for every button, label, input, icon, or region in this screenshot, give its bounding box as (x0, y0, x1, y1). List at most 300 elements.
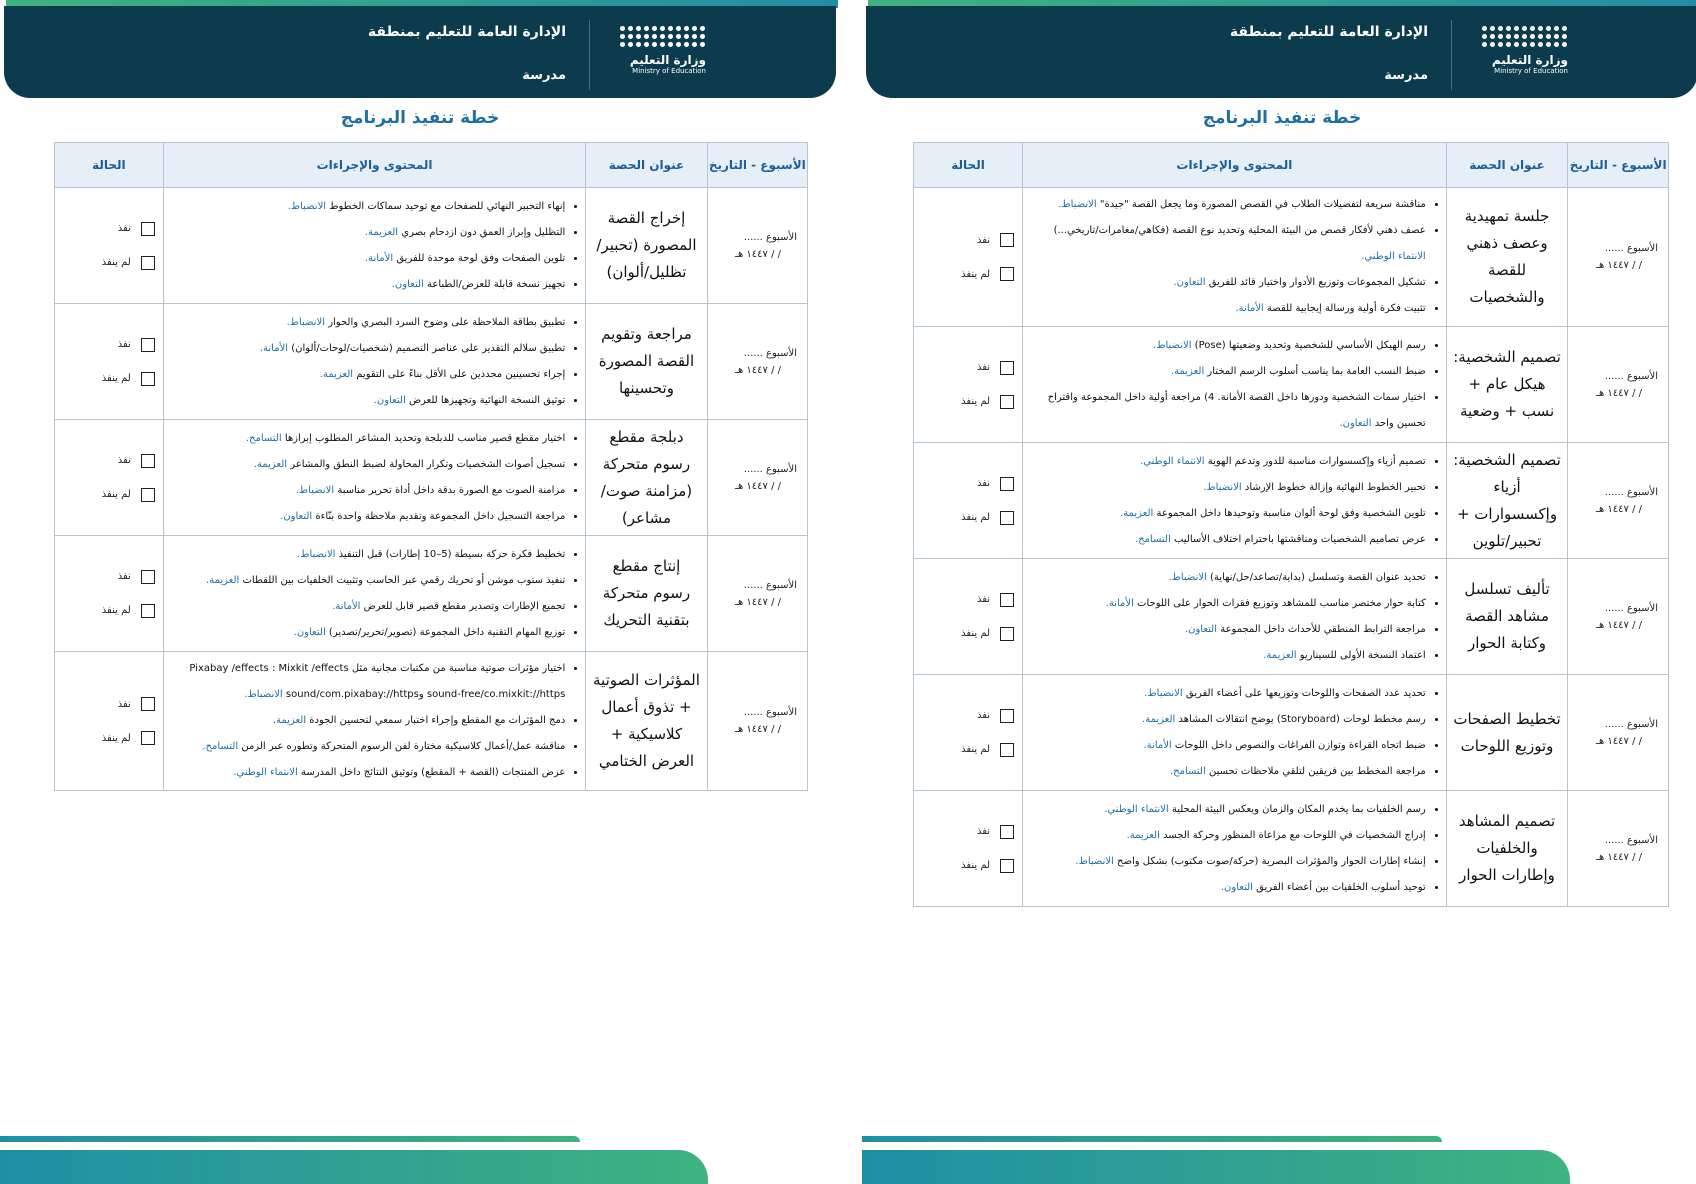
value-tag: العزيمة. (1263, 649, 1297, 661)
content-text: اختيار مقطع قصير مناسب للدبلجة وتحديد المشاعر المطلوب إبرازها (284, 432, 566, 444)
content-text: تجهيز نسخة قابلة للعرض/الطباعة (427, 278, 566, 290)
content-item (172, 388, 566, 414)
status-done-label: نفذ (117, 698, 131, 710)
page-header (866, 6, 1696, 98)
value-tag: العزيمة. (206, 574, 240, 586)
content-text: مراجعة التسجيل داخل المجموعة وتقديم ملاحظة واحدة بنّاءة (315, 510, 566, 522)
content-text: تصميم أزياء وإكسسوارات مناسبة للدور وتدعم الهوية (1207, 455, 1426, 467)
week-label: الأسبوع ...... (1604, 718, 1658, 730)
status-cell (914, 188, 1023, 327)
content-text: ضبط النسب العامة بما يناسب أسلوب الرسم المختار (1207, 365, 1426, 377)
bottom-accent-line (862, 1136, 1442, 1142)
value-tag: الانتماء الوطني. (233, 767, 298, 778)
logo-dots-icon (1482, 26, 1568, 47)
content-text: تحديد عنوان القصة وتسلسل (بداية/تصاعد/حل/نهاية) (1210, 571, 1426, 583)
content-text: توحيد أسلوب الخلفيات بين أعضاء الفريق (1256, 881, 1426, 893)
page-header (4, 6, 836, 98)
status-cell (914, 327, 1023, 443)
value-tag: الانضباط. (1203, 481, 1242, 493)
col-session-title: عنوان الحصة (1446, 143, 1568, 188)
page-1 (862, 0, 1696, 1184)
checkbox-done[interactable] (1000, 593, 1014, 607)
content-cell (1023, 327, 1447, 443)
status-done[interactable] (914, 593, 1022, 607)
content-item (172, 194, 566, 220)
col-content: المحتوى والإجراءات (1023, 143, 1447, 188)
content-text: عرض تصاميم الشخصيات ومناقشتها باحترام اختلاف الأساليب (1173, 533, 1426, 545)
content-item (1031, 270, 1426, 296)
status-not-done-label: لم ينفذ (101, 373, 131, 384)
table-row (914, 443, 1669, 559)
content-cell (1023, 675, 1447, 791)
header-school: مدرسة (522, 68, 566, 83)
content-text: ضبط اتجاه القراءة وتوازن الفراغات والنصوص داخل اللوحات (1174, 739, 1426, 751)
status-not-done-label: لم ينفذ (961, 512, 991, 523)
value-tag: التسامح. (245, 432, 282, 444)
status-not-done[interactable] (914, 859, 1022, 873)
col-week-date: الأسبوع - التاريخ (1568, 143, 1669, 188)
status-done[interactable] (914, 361, 1022, 375)
checkbox-not-done[interactable] (141, 731, 155, 745)
content-text: كتابة حوار مختصر مناسب للمشاهد وتوزيع فقرات الحوار على اللوحات (1137, 597, 1426, 609)
value-tag: التعاون. (391, 278, 424, 290)
checkbox-not-done[interactable] (141, 604, 155, 618)
checkbox-not-done[interactable] (141, 256, 155, 270)
content-text: مناقشة سريعة لتفضيلات الطلاب في القصص المصورة وما يجعل القصة "جيدة" (1099, 199, 1426, 210)
content-text: تشكيل المجموعات وتوزيع الأدوار واختيار قائد للفريق (1208, 277, 1426, 288)
content-item (172, 426, 566, 452)
status-cell (914, 675, 1023, 791)
checkbox-done[interactable] (141, 454, 155, 468)
content-item (1031, 591, 1426, 617)
value-tag: التسامح. (202, 741, 239, 752)
table-row (914, 791, 1669, 907)
checkbox-not-done[interactable] (1000, 859, 1014, 873)
logo-dots-icon (620, 26, 706, 47)
value-tag: الانضباط. (1075, 855, 1114, 867)
content-text: إجراء تحسينين محددين على الأقل بناءً على التقويم (356, 368, 566, 380)
status-done-label: نفذ (976, 362, 991, 373)
content-item (172, 504, 566, 530)
content-item (1031, 849, 1426, 875)
status-done-label: نفذ (976, 478, 991, 489)
content-cell (163, 536, 586, 652)
checkbox-done[interactable] (141, 222, 155, 236)
status-done[interactable] (914, 709, 1022, 723)
content-text: تثبيت فكرة أولية ورسالة إيجابية للقصة (1266, 303, 1426, 314)
week-label: الأسبوع ...... (743, 347, 797, 359)
content-item (1031, 643, 1426, 669)
value-tag: التسامح. (1169, 765, 1206, 777)
content-cell (163, 304, 586, 420)
status-not-done-label: لم ينفذ (961, 268, 991, 280)
content-item (1031, 475, 1426, 501)
status-cell (914, 443, 1023, 559)
content-text: اختيار مؤثرات صوتية مناسبة من مكتبات مجانية مثل Pixabay /effects : Mixkit /effects sound-free/co.mixkit://https وsound/com.pixabay://https (189, 663, 566, 700)
content-item (1031, 565, 1426, 591)
week-date-cell (1568, 443, 1669, 559)
col-status: الحالة (914, 143, 1023, 188)
status-cell (55, 420, 164, 536)
status-done[interactable] (55, 222, 163, 236)
ministry-logo (1482, 26, 1568, 88)
content-cell (1023, 559, 1447, 675)
value-tag: الانضباط. (1153, 339, 1192, 351)
session-title: تصميم الشخصية: أزياء وإكسسوارات + تحبير/تلوين (1446, 443, 1568, 559)
value-tag: التعاون. (373, 394, 406, 406)
content-cell (1023, 188, 1447, 327)
content-text: اعتماد النسخة الأولى للسيناريو (1299, 649, 1426, 661)
content-item (172, 734, 566, 760)
content-text: تطبيق سلالم التقدير على عناصر التصميم (شخصيات/لوحات/ألوان) (291, 342, 566, 354)
week-label: الأسبوع ...... (743, 579, 797, 591)
content-text: رسم الخلفيات بما يخدم المكان والزمان ويعكس البيئة المحلية (1171, 803, 1426, 815)
content-text: مراجعة الترابط المنطقي للأحداث داخل المجموعة (1220, 623, 1426, 635)
content-text: رسم الهيكل الأساسي للشخصية وتحديد وضعيتها (Pose) (1194, 339, 1426, 351)
date-label: / / ١٤٤٧ هـ (735, 596, 781, 608)
value-tag: الانضباط. (295, 484, 335, 496)
col-content: المحتوى والإجراءات (163, 143, 586, 188)
content-item (1031, 823, 1426, 849)
date-label: / / ١٤٤٧ هـ (1596, 260, 1642, 271)
content-text: تحبير الخطوط النهائية وإزالة خطوط الإرشاد (1244, 481, 1426, 493)
value-tag: الأمانة. (332, 600, 361, 612)
value-tag: التسامح. (1134, 533, 1171, 545)
status-not-done-label: لم ينفذ (961, 860, 991, 871)
content-item (172, 246, 566, 272)
logo-arabic: وزارة التعليم (1491, 53, 1568, 67)
content-text: مناقشة عمل/أعمال كلاسيكية مختارة لفن الرسوم المتحركة وتطوره عبر الزمن (241, 741, 566, 752)
content-item (1031, 359, 1426, 385)
content-item (1031, 617, 1426, 643)
page-2 (0, 0, 840, 1184)
status-cell (55, 536, 164, 652)
value-tag: العزيمة. (1170, 365, 1205, 377)
content-item (1031, 333, 1426, 359)
status-not-done-label: لم ينفذ (101, 257, 131, 268)
table-row (55, 304, 808, 420)
value-tag: العزيمة. (1142, 713, 1176, 725)
logo-arabic: وزارة التعليم (629, 53, 706, 67)
status-not-done-label: لم ينفذ (961, 628, 991, 639)
bottom-accent-line (0, 1136, 580, 1142)
header-divider (1451, 20, 1452, 90)
status-done[interactable] (914, 825, 1022, 839)
status-not-done[interactable] (914, 743, 1022, 757)
plan-title: خطة تنفيذ البرنامج (1202, 108, 1362, 128)
content-item (1031, 797, 1426, 823)
status-not-done[interactable] (55, 372, 163, 386)
content-text: تطبيق بطاقة الملاحظة على وضوح السرد البصري والحوار (328, 316, 566, 328)
status-not-done[interactable] (914, 511, 1022, 525)
date-label: / / ١٤٤٧ هـ (1596, 851, 1642, 863)
date-label: / / ١٤٤٧ هـ (1596, 619, 1642, 631)
status-done-label: نفذ (117, 455, 131, 466)
col-session-title: عنوان الحصة (586, 143, 707, 188)
status-not-done-label: لم ينفذ (961, 744, 991, 755)
content-item (1031, 707, 1426, 733)
week-date-cell (707, 652, 807, 791)
table-row (914, 327, 1669, 443)
bottom-accent-bar (862, 1150, 1570, 1184)
value-tag: الانضباط. (1058, 199, 1097, 210)
content-text: دمج المؤثرات مع المقطع وإجراء اختبار سمعي لتحسين الجودة (309, 715, 566, 726)
content-text: تنفيذ ستوب موشن أو تحريك رقمي عبر الحاسب وتثبيت الخلفيات بين اللقطات (242, 574, 566, 586)
date-label: / / ١٤٤٧ هـ (735, 248, 781, 260)
status-done-label: نفذ (117, 339, 131, 350)
value-tag: الانتماء الوطني. (1140, 455, 1205, 467)
checkbox-not-done[interactable] (1000, 511, 1014, 525)
value-tag: الانتماء الوطني. (1104, 803, 1169, 815)
table-row (55, 652, 808, 791)
value-tag: الانضباط. (1144, 687, 1183, 699)
value-tag: الانضباط. (244, 689, 283, 700)
status-done-label: نفذ (117, 571, 131, 582)
value-tag: التعاون. (1184, 623, 1218, 635)
content-item (1031, 449, 1426, 475)
status-cell (55, 188, 164, 304)
week-date-cell (1568, 327, 1669, 443)
content-cell (163, 420, 586, 536)
content-item (172, 620, 566, 646)
checkbox-not-done[interactable] (141, 488, 155, 502)
header-school: مدرسة (1384, 68, 1428, 83)
header-title: الإدارة العامة للتعليم بمنطقة (367, 24, 566, 40)
value-tag: التعاون. (1339, 417, 1372, 429)
content-item (1031, 501, 1426, 527)
week-label: الأسبوع ...... (743, 231, 797, 243)
session-title: إنتاج مقطع رسوم متحركة بتقنية التحريك (586, 536, 707, 652)
content-text: مراجعة المخطط بين فريقين لتلقي ملاحظات تحسين (1208, 765, 1426, 777)
content-text: التظليل وإبراز العمق دون ازدحام بصري (401, 226, 566, 238)
status-not-done[interactable] (914, 267, 1022, 281)
content-cell (163, 652, 586, 791)
content-cell (163, 188, 586, 304)
checkbox-done[interactable] (1000, 477, 1014, 491)
status-not-done[interactable] (55, 256, 163, 270)
status-done[interactable] (914, 477, 1022, 491)
value-tag: الأمانة. (1235, 303, 1264, 314)
checkbox-done[interactable] (1000, 233, 1014, 247)
status-done-label: نفذ (976, 234, 991, 246)
header-divider (589, 20, 590, 90)
content-text: رسم مخطط لوحات (Storyboard) يوضح انتقالات المشاهد (1178, 713, 1426, 725)
week-label: الأسبوع ...... (1604, 602, 1658, 614)
content-text: اختيار سمات الشخصية ودورها داخل القصة الأمانة. 4) مراجعة أولية داخل المجموعة واقتراح تحسين واحد (1047, 391, 1426, 429)
checkbox-done[interactable] (1000, 825, 1014, 839)
value-tag: الانضباط. (286, 316, 325, 328)
value-tag: التعاون. (280, 510, 313, 522)
content-text: تجميع الإطارات وتصدير مقطع قصير قابل للعرض (363, 600, 566, 612)
content-item (1031, 733, 1426, 759)
value-tag: التعاون. (293, 626, 326, 638)
status-not-done-label: لم ينفذ (101, 489, 131, 500)
content-text: إدراج الشخصيات في اللوحات مع مراعاة المنظور وحركة الجسد (1163, 829, 1426, 841)
week-date-cell (707, 420, 807, 536)
content-item (172, 362, 566, 388)
session-title: دبلجة مقطع رسوم متحركة (مزامنة صوت/مشاعر) (586, 420, 707, 536)
week-date-cell (1568, 675, 1669, 791)
content-item (1031, 759, 1426, 785)
content-item (172, 272, 566, 298)
value-tag: الأمانة. (1105, 597, 1134, 609)
value-tag: الانضباط. (1168, 571, 1207, 583)
status-not-done[interactable] (55, 604, 163, 618)
logo-english: Ministry of Education (632, 67, 706, 75)
content-text: تحديد عدد الصفحات واللوحات وتوزيعها على أعضاء الفريق (1185, 687, 1426, 699)
week-label: الأسبوع ...... (1604, 243, 1658, 254)
content-text: تلوين الشخصية وفق لوحة ألوان مناسبة وتوحيدها داخل المجموعة (1156, 507, 1426, 519)
session-title: مراجعة وتقويم القصة المصورة وتحسينها (586, 304, 707, 420)
session-title: جلسة تمهيدية وعصف ذهني للقصة والشخصيات (1446, 188, 1568, 327)
table-row (914, 188, 1669, 327)
value-tag: الانتماء الوطني. (1361, 251, 1426, 262)
value-tag: الانضباط. (297, 548, 336, 560)
date-label: / / ١٤٤٧ هـ (1596, 735, 1642, 747)
session-title: تخطيط الصفحات وتوزيع اللوحات (1446, 675, 1568, 791)
status-done[interactable] (55, 697, 163, 711)
content-text: إنهاء التحبير النهائي للصفحات مع توحيد سماكات الخطوط (329, 200, 566, 212)
value-tag: الأمانة. (259, 342, 289, 354)
content-cell (1023, 443, 1447, 559)
content-text: إنشاء إطارات الحوار والمؤثرات البصرية (حركة/صوت مكتوب) بشكل واضح (1117, 855, 1426, 867)
week-label: الأسبوع ...... (1604, 486, 1658, 498)
table-row (55, 420, 808, 536)
content-item (172, 760, 566, 786)
content-item (172, 220, 566, 246)
content-text: عرض المنتجات (القصة + المقطع) وتوثيق النتائج داخل المدرسة (300, 767, 566, 778)
checkbox-not-done[interactable] (1000, 395, 1014, 409)
col-week-date: الأسبوع - التاريخ (707, 143, 807, 188)
content-item (172, 568, 566, 594)
content-item (1031, 296, 1426, 322)
content-item (172, 656, 566, 708)
status-not-done[interactable] (914, 395, 1022, 409)
content-item (172, 310, 566, 336)
status-cell (55, 652, 164, 791)
content-item (172, 594, 566, 620)
content-item (1031, 875, 1426, 901)
plan-title: خطة تنفيذ البرنامج (340, 108, 500, 128)
table-row (55, 536, 808, 652)
session-title: إخراج القصة المصورة (تحبير/تظليل/ألوان) (586, 188, 707, 304)
content-text: تسجيل أصوات الشخصيات وتكرار المحاولة لضبط النطق والمشاعر (290, 458, 566, 470)
status-not-done-label: لم ينفذ (961, 396, 991, 407)
content-item (1031, 385, 1426, 437)
value-tag: العزيمة. (319, 368, 354, 380)
logo-english: Ministry of Education (1494, 67, 1568, 75)
content-text: تخطيط فكرة حركة بسيطة (5–10 إطارات) قبل التنفيذ (338, 548, 566, 560)
content-text: توزيع المهام التقنية داخل المجموعة (تصوير/تحرير/تصدير) (328, 626, 566, 638)
content-item (172, 542, 566, 568)
date-label: / / ١٤٤٧ هـ (1596, 387, 1642, 399)
content-text: تلوين الصفحات وفق لوحة موحدة للفريق (396, 252, 566, 264)
status-not-done-label: لم ينفذ (101, 732, 131, 744)
status-not-done[interactable] (55, 488, 163, 502)
status-done-label: نفذ (976, 710, 991, 721)
status-done[interactable] (55, 454, 163, 468)
week-label: الأسبوع ...... (743, 707, 797, 718)
content-item (1031, 192, 1426, 218)
value-tag: الأمانة. (364, 252, 394, 264)
checkbox-done[interactable] (1000, 361, 1014, 375)
content-text: مزامنة الصوت مع الصورة بدقة داخل أداة تحرير مناسبة (337, 484, 566, 496)
status-done[interactable] (55, 570, 163, 584)
content-item (172, 336, 566, 362)
content-item (172, 708, 566, 734)
session-title: تأليف تسلسل مشاهد القصة وكتابة الحوار (1446, 559, 1568, 675)
value-tag: الأمانة. (1143, 739, 1172, 751)
date-label: / / ١٤٤٧ هـ (735, 364, 781, 376)
week-date-cell (1568, 188, 1669, 327)
content-item (1031, 527, 1426, 553)
checkbox-done[interactable] (141, 697, 155, 711)
col-status: الحالة (55, 143, 164, 188)
status-done-label: نفذ (976, 594, 991, 605)
week-label: الأسبوع ...... (1604, 834, 1658, 846)
session-title: المؤثرات الصوتية + تذوق أعمال كلاسيكية + العرض الختامي (586, 652, 707, 791)
content-text: توثيق النسخة النهائية وتجهيزها للعرض (408, 394, 566, 406)
content-item (1031, 218, 1426, 270)
content-item (1031, 681, 1426, 707)
status-not-done[interactable] (914, 627, 1022, 641)
status-not-done[interactable] (55, 731, 163, 745)
week-date-cell (707, 188, 807, 304)
content-cell (1023, 791, 1447, 907)
header-title: الإدارة العامة للتعليم بمنطقة (1229, 24, 1428, 40)
date-label: / / ١٤٤٧ هـ (1596, 503, 1642, 515)
week-date-cell (707, 536, 807, 652)
content-item (172, 452, 566, 478)
status-cell (914, 791, 1023, 907)
value-tag: التعاون. (1220, 881, 1253, 893)
checkbox-done[interactable] (1000, 709, 1014, 723)
date-label: / / ١٤٤٧ هـ (735, 480, 781, 492)
value-tag: التعاون. (1173, 277, 1206, 288)
status-done[interactable] (55, 338, 163, 352)
status-done-label: نفذ (976, 826, 991, 837)
status-done-label: نفذ (117, 223, 131, 234)
session-title: تصميم الشخصية: هيكل عام + نسب + وضعية (1446, 327, 1568, 443)
checkbox-not-done[interactable] (141, 372, 155, 386)
week-date-cell (1568, 559, 1669, 675)
bottom-accent-bar (0, 1150, 708, 1184)
status-cell (914, 559, 1023, 675)
checkbox-not-done[interactable] (1000, 627, 1014, 641)
value-tag: العزيمة. (364, 226, 399, 238)
week-label: الأسبوع ...... (743, 463, 797, 475)
content-item (172, 478, 566, 504)
status-not-done-label: لم ينفذ (101, 605, 131, 616)
value-tag: العزيمة. (1120, 507, 1154, 519)
value-tag: العزيمة. (1126, 829, 1160, 841)
checkbox-not-done[interactable] (1000, 267, 1014, 281)
session-title: تصميم المشاهد والخلفيات وإطارات الحوار (1446, 791, 1568, 907)
week-label: الأسبوع ...... (1604, 370, 1658, 382)
plan-table (54, 142, 808, 791)
content-text: عصف ذهني لأفكار قصص من البيئة المحلية وتحديد نوع القصة (فكاهي/مغامرات/تاريخي...) (1053, 225, 1426, 236)
status-done[interactable] (914, 233, 1022, 247)
checkbox-done[interactable] (141, 570, 155, 584)
table-row (55, 188, 808, 304)
week-date-cell (1568, 791, 1669, 907)
date-label: / / ١٤٤٧ هـ (735, 724, 781, 735)
table-row (914, 559, 1669, 675)
checkbox-not-done[interactable] (1000, 743, 1014, 757)
plan-table (913, 142, 1669, 907)
checkbox-done[interactable] (141, 338, 155, 352)
table-row (914, 675, 1669, 791)
